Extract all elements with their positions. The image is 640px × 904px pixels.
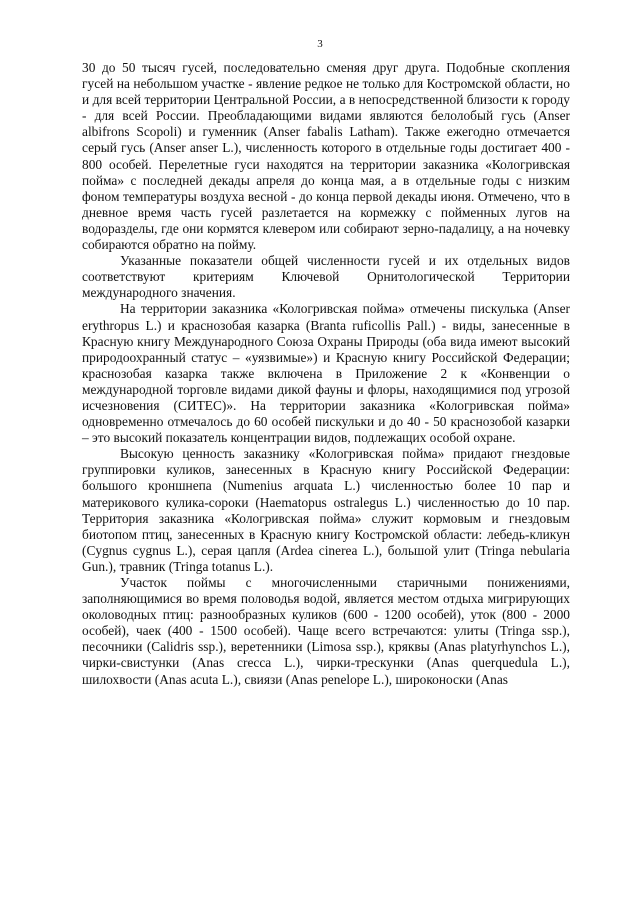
document-body bbox=[82, 60, 570, 688]
paragraph-criteria: Указанные показатели общей численности гусей и их отдельных видов соответствуют критериям Ключевой Орнитологической Территории международного значения. bbox=[82, 253, 570, 301]
paragraph-geese-concentration: 30 до 50 тысяч гусей, последовательно сменяя друг друга. Подобные скопления гусей на небольшом участке - явление редкое не только для Костромской области, но и для всей территории Центральной России, а в непосредственной близости к городу - для всей России. Преобладающими видами являются белолобый гусь (Anser albifrons Scopoli) и гуменник (Anser fabalis Latham). Также ежегодно отмечается серый гусь (Anser anser L.), численность которого в отдельные годы достигает 400 - 800 особей. Перелетные гуси находятся на территории заказника «Кологривская пойма» с последней декады апреля до конца мая, а в отдельные годы с низким фоном температуры воздуха весной - до конца первой декады июня. Отмечено, что в дневное время часть гусей разлетается на кормежку с пойменных лугов на водоразделы, где они кормятся клевером или собирают зерно-падалицу, а на ночевку собираются обратно на пойму. bbox=[82, 60, 570, 253]
page-number: 3 bbox=[317, 38, 323, 50]
paragraph-waders: Высокую ценность заказнику «Кологривская пойма» придают гнездовые группировки куликов, занесенных в Красную книгу Российской Федерации: большого кроншнепа (Numenius arquata L.) численностью более 10 пар и материкового кулика-сороки (Haematopus ostralegus L.) численностью до 10 пар. Территория заказника «Кологривская пойма» служит кормовым и гнездовым биотопом птиц, занесенных в Красную книгу Костромской области: лебедь-кликун (Cygnus cygnus L.), серая цапля (Ardea cinerea L.), большой улит (Tringa nebularia Gun.), травник (Tringa totanus L.). bbox=[82, 446, 570, 574]
paragraph-red-book-species: На территории заказника «Кологривская пойма» отмечены пискулька (Anser erythropus L.) и краснозобая казарка (Branta ruficollis Pall.) - виды, занесенные в Красную книгу Международного Союза Охраны Природы (оба вида имеют высокий природоохранный статус – «уязвимые») и Красную книгу Российской Федерации; краснозобая казарка также включена в Приложение 2 к «Конвенции о международной торговле видами дикой фауны и флоры, находящимися под угрозой исчезновения (СИТЕС)». На территории заказника «Кологривская пойма» одновременно отмечалось до 60 особей пискульки и до 40 - 50 краснозобой казарки – это высокий показатель концентрации видов, подлежащих особой охране. bbox=[82, 301, 570, 446]
paragraph-migratory-birds: Участок поймы с многочисленными старичными понижениями, заполняющимися во время половодья водой, является местом отдыха мигрирующих околоводных птиц: разнообразных куликов (600 - 1200 особей), уток (800 - 2000 особей), чаек (400 - 1500 особей). Чаще всего встречаются: улиты (Tringa ssp.), песочники (Calidris ssp.), веретенники (Limosa ssp.), кряквы (Anas platyrhynchos L.), чирки-свистунки (Anas crecca L.), чирки-трескунки (Anas querquedula L.), шилохвости (Anas acuta L.), свиязи (Anas penelope L.), широконоски (Anas bbox=[82, 575, 570, 687]
